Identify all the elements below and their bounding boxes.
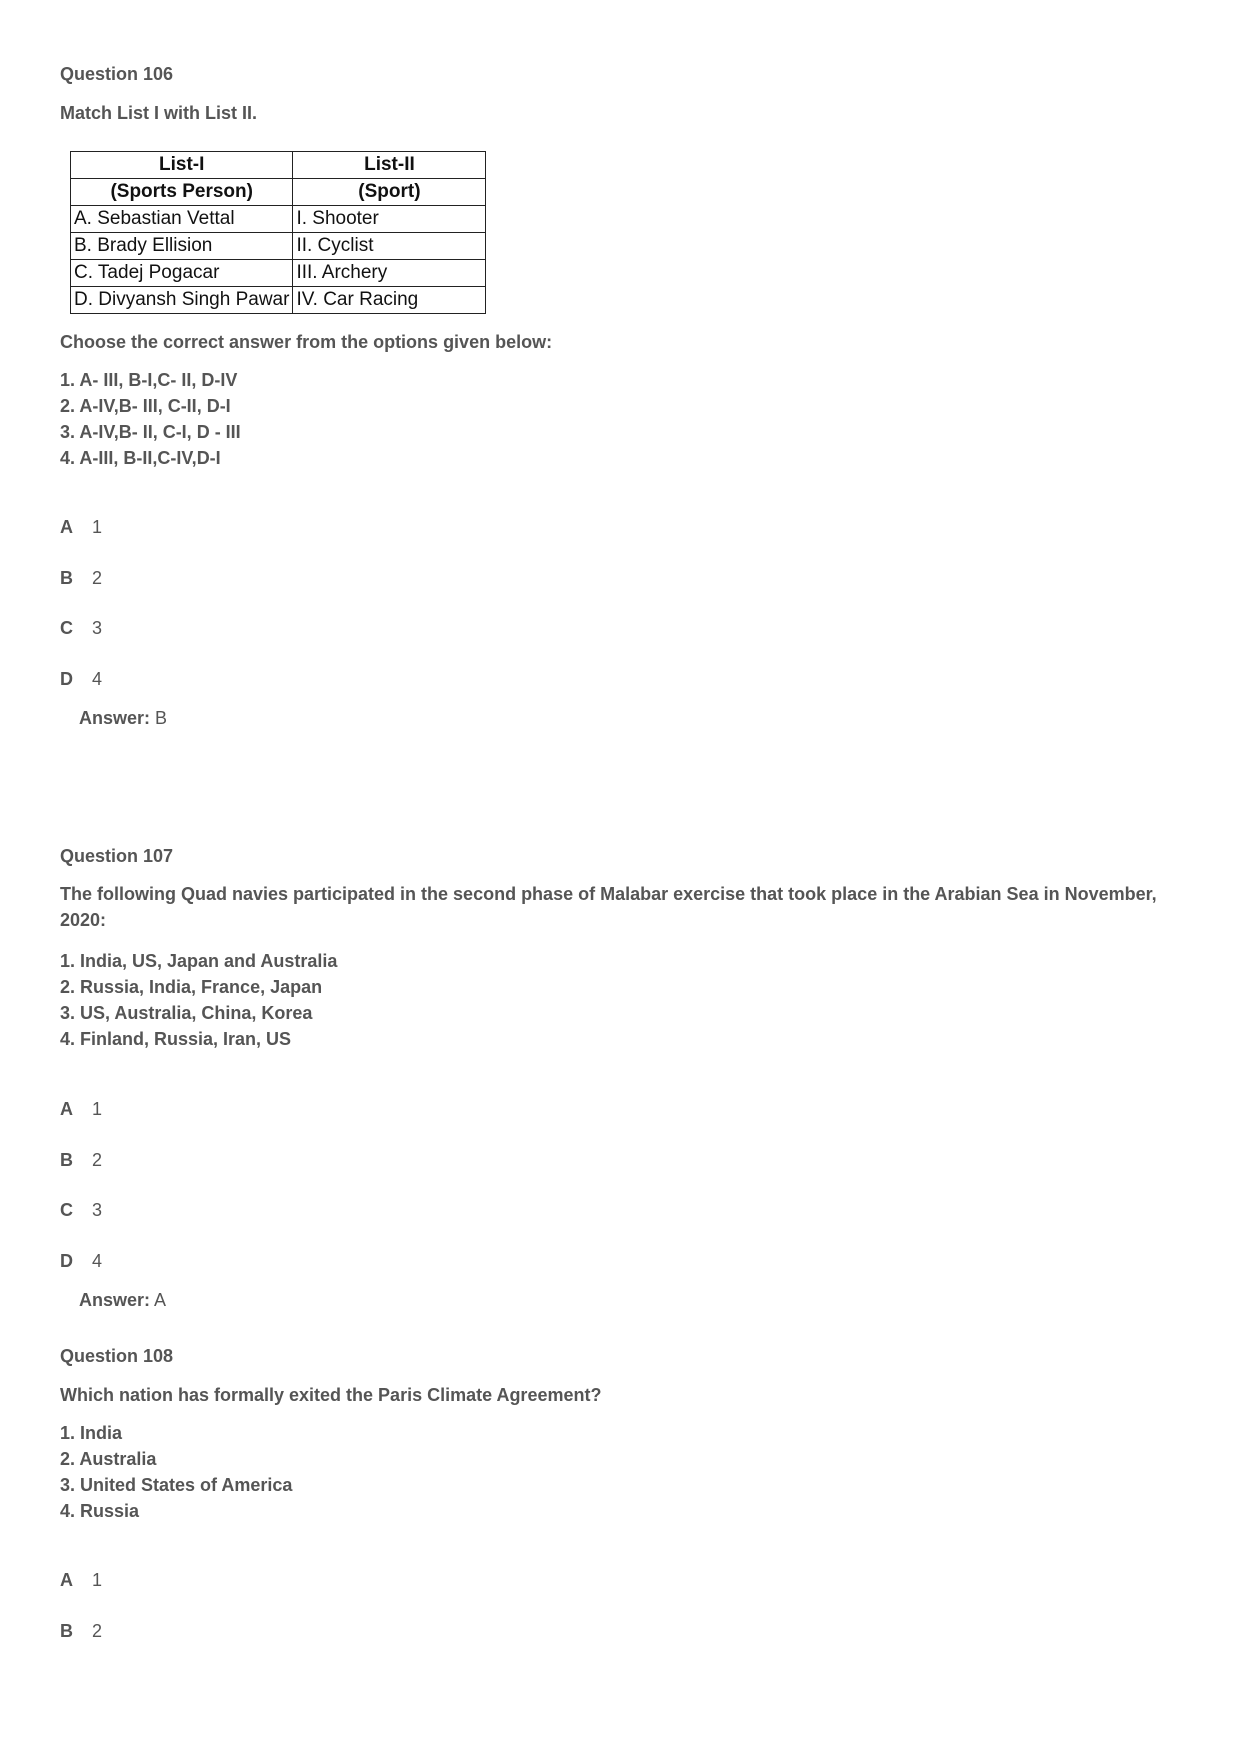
question-106-instruction: Choose the correct answer from the options given below: xyxy=(60,332,553,352)
choice-value: 2 xyxy=(92,1621,103,1641)
question-106-options xyxy=(60,367,241,471)
q106-choice-c[interactable] xyxy=(60,618,102,639)
q106-answer xyxy=(79,708,167,729)
choice-value: 2 xyxy=(92,1150,103,1170)
list-item: 3. A-IV,B- II, C-I, D - III xyxy=(60,422,241,442)
choice-value: 3 xyxy=(92,1200,103,1220)
q106-choice-a[interactable] xyxy=(60,517,102,538)
choice-letter: D xyxy=(60,669,73,689)
table-header-cell: List-II xyxy=(293,152,486,179)
table-cell: II. Cyclist xyxy=(293,233,486,260)
question-108-options xyxy=(60,1420,292,1524)
table-cell: A. Sebastian Vettal xyxy=(71,206,293,233)
choice-letter: B xyxy=(60,1150,73,1170)
table-row xyxy=(71,233,486,260)
choice-value: 3 xyxy=(92,618,103,638)
list-item: 2. Russia, India, France, Japan xyxy=(60,977,323,997)
table-subheader-row xyxy=(71,179,486,206)
question-106-text: Match List I with List II. xyxy=(60,103,258,123)
table-cell: I. Shooter xyxy=(293,206,486,233)
choice-letter: C xyxy=(60,1200,73,1220)
list-item: 4. A-III, B-II,C-IV,D-I xyxy=(60,448,221,468)
list-item: 4. Russia xyxy=(60,1501,140,1521)
q106-choice-b[interactable] xyxy=(60,568,102,589)
q107-choice-a[interactable] xyxy=(60,1099,102,1120)
choice-value: 1 xyxy=(92,1570,103,1590)
choice-value: 4 xyxy=(92,1251,103,1271)
table-subheader-cell: (Sport) xyxy=(293,179,486,206)
table-header-row xyxy=(71,152,486,179)
table-header-cell: List-I xyxy=(71,152,293,179)
list-item: 4. Finland, Russia, Iran, US xyxy=(60,1029,292,1049)
q107-choice-b[interactable] xyxy=(60,1150,102,1171)
choice-letter: C xyxy=(60,618,73,638)
question-107-options xyxy=(60,948,337,1052)
question-106-title: Question 106 xyxy=(60,64,174,84)
question-108-text: Which nation has formally exited the Paris Climate Agreement? xyxy=(60,1385,602,1405)
table-cell: D. Divyansh Singh Pawar xyxy=(71,287,293,314)
list-item: 1. India, US, Japan and Australia xyxy=(60,951,338,971)
table-subheader-cell: (Sports Person) xyxy=(71,179,293,206)
answer-value: B xyxy=(155,708,168,728)
list-item: 2. Australia xyxy=(60,1449,157,1469)
answer-label: Answer: xyxy=(79,1290,151,1310)
choice-letter: D xyxy=(60,1251,73,1271)
choice-letter: B xyxy=(60,568,73,588)
q107-choice-d[interactable] xyxy=(60,1251,102,1272)
table-cell: C. Tadej Pogacar xyxy=(71,260,293,287)
question-107-title: Question 107 xyxy=(60,846,174,866)
choice-value: 1 xyxy=(92,1099,103,1119)
choice-letter: A xyxy=(60,1570,73,1590)
answer-value: A xyxy=(154,1290,167,1310)
list-item: 1. A- III, B-I,C- II, D-IV xyxy=(60,370,238,390)
q107-answer xyxy=(79,1290,166,1311)
match-table xyxy=(70,151,486,314)
list-item: 1. India xyxy=(60,1423,123,1443)
list-item: 3. US, Australia, China, Korea xyxy=(60,1003,313,1023)
choice-value: 2 xyxy=(92,568,103,588)
choice-letter: B xyxy=(60,1621,73,1641)
choice-letter: A xyxy=(60,517,73,537)
list-item: 3. United States of America xyxy=(60,1475,293,1495)
answer-label: Answer: xyxy=(79,708,151,728)
choice-value: 1 xyxy=(92,517,103,537)
table-cell: III. Archery xyxy=(293,260,486,287)
q106-choice-d[interactable] xyxy=(60,669,102,690)
table-row xyxy=(71,206,486,233)
q108-choice-a[interactable] xyxy=(60,1570,102,1591)
question-108-title: Question 108 xyxy=(60,1346,174,1366)
table-cell: IV. Car Racing xyxy=(293,287,486,314)
q108-choice-b[interactable] xyxy=(60,1621,102,1642)
list-item: 2. A-IV,B- III, C-II, D-I xyxy=(60,396,231,416)
table-row xyxy=(71,287,486,314)
table-cell: B. Brady Ellision xyxy=(71,233,293,260)
choice-letter: A xyxy=(60,1099,73,1119)
table-row xyxy=(71,260,486,287)
q107-choice-c[interactable] xyxy=(60,1200,102,1221)
choice-value: 4 xyxy=(92,669,103,689)
question-107-text: The following Quad navies participated in the second phase of Malabar exercise that took place in the Arabian Sea in November, 2020: xyxy=(60,884,1157,930)
